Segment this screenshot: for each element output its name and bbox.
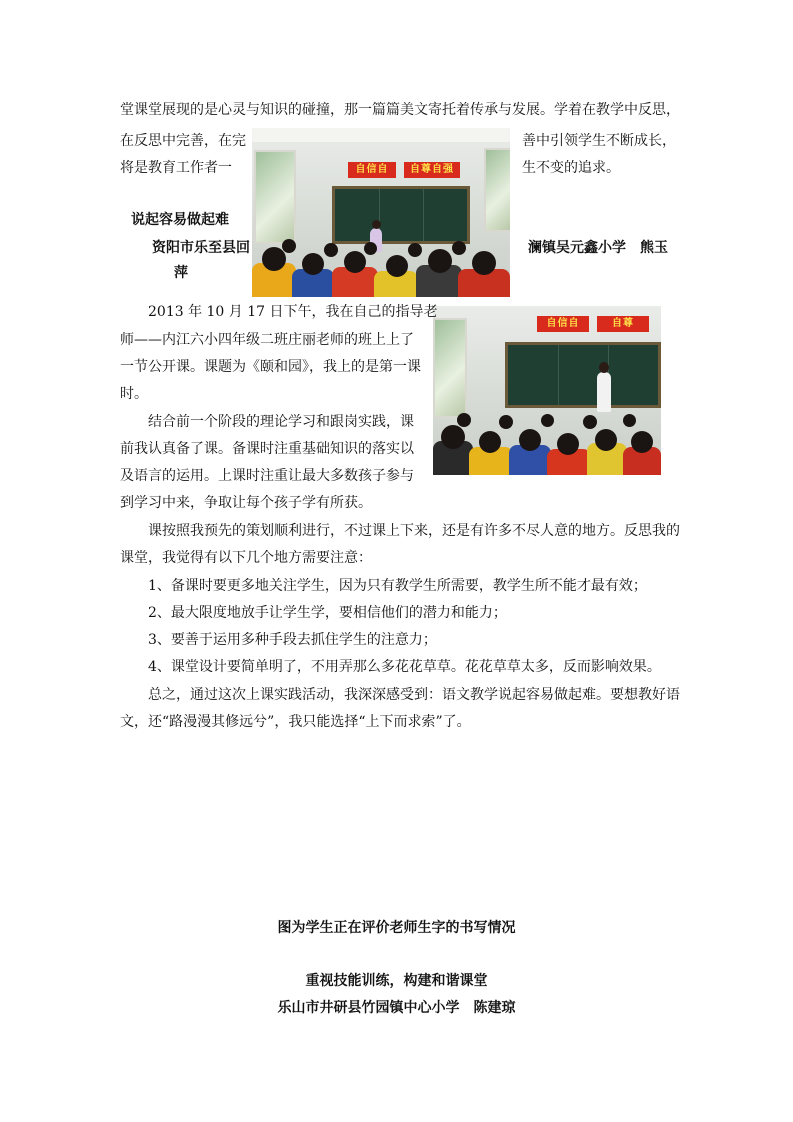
p2-line-4: 到学习中来，争取让每个孩子学有所获。 (120, 495, 372, 511)
p2-line-3: 及语言的运用。上课时注重让最大多数孩子参与 (120, 468, 414, 484)
intro-line-2a: 在反思中完善，在完 (120, 133, 246, 149)
intro-line-3a: 将是教育工作者一 (120, 160, 232, 176)
article1-author-a: 资阳市乐至县回 (152, 240, 250, 256)
article2-title: 重视技能训练，构建和谐课堂 (305, 973, 488, 989)
p1-line-4: 时。 (120, 386, 148, 402)
p1-line-3: 一节公开课。课题为《颐和园》，我上的是第一课 (120, 359, 421, 375)
article1-author-b: 澜镇吴元鑫小学 熊玉 (528, 240, 668, 256)
banner-left: 自信自 (537, 316, 589, 332)
list-item-2: 2、最大限度地放手让学生学，要相信他们的潜力和能力； (148, 605, 507, 621)
intro-line-2b: 善中引领学生不断成长， (522, 133, 676, 149)
classroom-photo-2 (433, 306, 661, 475)
p3-line-1: 课按照我预先的策划顺利进行，不过课上下来，还是有许多不尽人意的地方。反思我的 (148, 523, 680, 539)
article1-title: 说起容易做起难 (131, 212, 229, 228)
intro-line-3b: 生不变的追求。 (522, 160, 620, 176)
list-item-4: 4、课堂设计要简单明了，不用弄那么多花花草草。花花草草太多，反而影响效果。 (148, 659, 661, 675)
classroom-photo-1 (252, 128, 510, 297)
banner-right: 自尊自强 (404, 162, 460, 178)
p3-line-2: 课堂，我觉得有以下几个地方需要注意： (120, 550, 372, 566)
list-item-3: 3、要善于运用多种手段去抓住学生的注意力； (148, 632, 437, 648)
list-item-1: 1、备课时要更多地关注学生，因为只有教学生所需要，教学生所不能才最有效； (148, 578, 647, 594)
photo-caption: 图为学生正在评价老师生字的书写情况 (277, 920, 516, 936)
banner-left: 自信自 (348, 162, 396, 178)
p4-line-2: 文，还“路漫漫其修远兮”，我只能选择“上下而求索”了。 (120, 714, 471, 730)
p4-line-1: 总之，通过这次上课实践活动，我深深感受到：语文教学说起容易做起难。要想教好语 (148, 687, 680, 703)
p1-line-1: 2013 年 10 月 17 日下午，我在自己的指导老 (148, 304, 438, 320)
article1-author-c: 萍 (174, 265, 188, 281)
article2-author: 乐山市井研县竹园镇中心小学 陈建琼 (277, 1000, 516, 1016)
p2-line-2: 前我认真备了课。备课时注重基础知识的落实以 (120, 441, 414, 457)
p1-line-2: 师——内江六小四年级二班庄丽老师的班上上了 (120, 332, 414, 348)
banner-right: 自尊 (597, 316, 649, 332)
p2-line-1: 结合前一个阶段的理论学习和跟岗实践，课 (148, 414, 414, 430)
intro-line-1: 堂课堂展现的是心灵与知识的碰撞，那一篇篇美文寄托着传承与发展。学着在教学中反思， (120, 102, 680, 118)
